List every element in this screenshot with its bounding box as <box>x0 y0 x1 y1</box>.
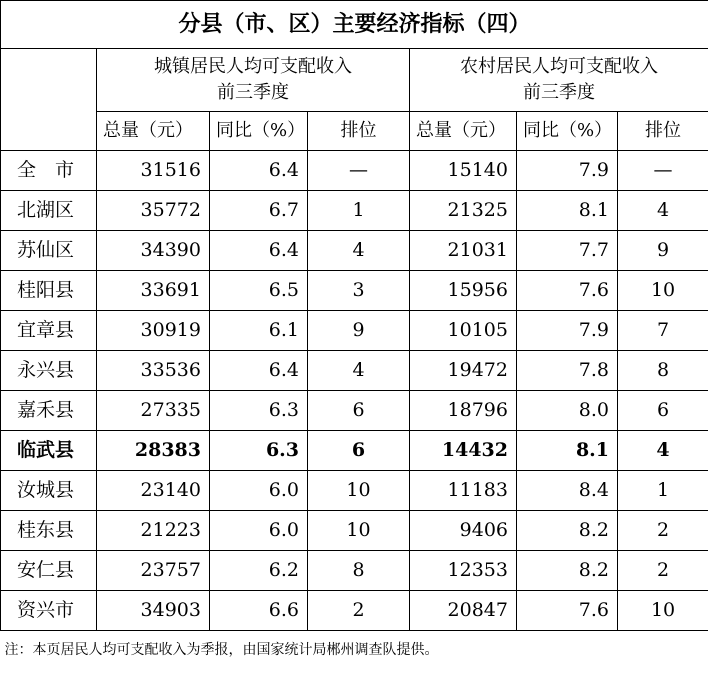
region-name: 苏仙区 <box>1 231 97 271</box>
table-row <box>1 431 708 471</box>
cell-r-total: 15140 <box>410 151 517 191</box>
corner-cell <box>1 49 97 151</box>
cell-r-yoy: 7.9 <box>517 311 618 351</box>
column-header: 排位 <box>308 112 410 151</box>
cell-u-yoy: 6.0 <box>210 471 308 511</box>
region-name: 临武县 <box>1 431 97 471</box>
cell-r-total: 14432 <box>410 431 517 471</box>
cell-r-yoy: 7.6 <box>517 271 618 311</box>
cell-r-yoy: 8.2 <box>517 551 618 591</box>
cell-r-rank: 4 <box>618 191 708 231</box>
cell-u-yoy: 6.6 <box>210 591 308 631</box>
cell-r-total: 18796 <box>410 391 517 431</box>
region-name: 宜章县 <box>1 311 97 351</box>
cell-u-total: 35772 <box>97 191 210 231</box>
cell-r-rank: 7 <box>618 311 708 351</box>
cell-u-yoy: 6.5 <box>210 271 308 311</box>
cell-u-yoy: 6.7 <box>210 191 308 231</box>
cell-r-total: 20847 <box>410 591 517 631</box>
cell-r-rank: — <box>618 151 708 191</box>
region-name: 嘉禾县 <box>1 391 97 431</box>
cell-r-yoy: 8.4 <box>517 471 618 511</box>
cell-u-yoy: 6.4 <box>210 151 308 191</box>
table-row <box>1 271 708 311</box>
table-row <box>1 191 708 231</box>
table-row <box>1 351 708 391</box>
group-header-row <box>1 49 708 112</box>
region-name: 北湖区 <box>1 191 97 231</box>
cell-r-total: 21031 <box>410 231 517 271</box>
cell-u-yoy: 6.3 <box>210 391 308 431</box>
region-name: 资兴市 <box>1 591 97 631</box>
cell-u-yoy: 6.1 <box>210 311 308 351</box>
cell-u-rank: 10 <box>308 511 410 551</box>
region-name: 桂阳县 <box>1 271 97 311</box>
cell-r-total: 11183 <box>410 471 517 511</box>
cell-u-total: 34903 <box>97 591 210 631</box>
table-row <box>1 311 708 351</box>
cell-r-yoy: 7.7 <box>517 231 618 271</box>
cell-u-total: 31516 <box>97 151 210 191</box>
cell-u-rank: 4 <box>308 231 410 271</box>
cell-r-rank: 6 <box>618 391 708 431</box>
cell-u-total: 34390 <box>97 231 210 271</box>
table-row <box>1 231 708 271</box>
cell-r-yoy: 8.1 <box>517 431 618 471</box>
cell-u-total: 28383 <box>97 431 210 471</box>
table-row <box>1 391 708 431</box>
cell-r-yoy: 7.9 <box>517 151 618 191</box>
cell-r-yoy: 7.6 <box>517 591 618 631</box>
cell-r-total: 19472 <box>410 351 517 391</box>
cell-u-rank: 8 <box>308 551 410 591</box>
cell-u-yoy: 6.3 <box>210 431 308 471</box>
footnote: 注：本页居民人均可支配收入为季报，由国家统计局郴州调查队提供。 <box>1 631 708 670</box>
cell-u-total: 21223 <box>97 511 210 551</box>
cell-r-rank: 1 <box>618 471 708 511</box>
column-header: 总量（元） <box>410 112 517 151</box>
table-row <box>1 471 708 511</box>
cell-r-total: 12353 <box>410 551 517 591</box>
region-name: 安仁县 <box>1 551 97 591</box>
cell-u-rank: 9 <box>308 311 410 351</box>
table-row <box>1 511 708 551</box>
cell-r-rank: 10 <box>618 271 708 311</box>
table-row <box>1 151 708 191</box>
cell-r-total: 10105 <box>410 311 517 351</box>
cell-r-total: 9406 <box>410 511 517 551</box>
column-header: 总量（元） <box>97 112 210 151</box>
cell-u-rank: — <box>308 151 410 191</box>
table-row <box>1 591 708 631</box>
column-header: 同比（%） <box>210 112 308 151</box>
cell-u-rank: 2 <box>308 591 410 631</box>
cell-r-yoy: 8.1 <box>517 191 618 231</box>
cell-u-total: 23757 <box>97 551 210 591</box>
cell-u-yoy: 6.4 <box>210 351 308 391</box>
table-body <box>1 151 708 631</box>
cell-r-rank: 8 <box>618 351 708 391</box>
cell-u-rank: 1 <box>308 191 410 231</box>
column-header: 同比（%） <box>517 112 618 151</box>
cell-u-yoy: 6.0 <box>210 511 308 551</box>
cell-r-rank: 10 <box>618 591 708 631</box>
cell-u-total: 23140 <box>97 471 210 511</box>
rural-income-header: 农村居民人均可支配收入 前三季度 <box>410 49 708 112</box>
cell-u-yoy: 6.2 <box>210 551 308 591</box>
region-name: 全 市 <box>1 151 97 191</box>
table-row <box>1 551 708 591</box>
cell-u-rank: 3 <box>308 271 410 311</box>
cell-r-yoy: 8.2 <box>517 511 618 551</box>
cell-u-rank: 6 <box>308 431 410 471</box>
urban-income-header: 城镇居民人均可支配收入 前三季度 <box>97 49 410 112</box>
cell-u-total: 33691 <box>97 271 210 311</box>
cell-u-total: 27335 <box>97 391 210 431</box>
cell-r-rank: 2 <box>618 551 708 591</box>
region-name: 永兴县 <box>1 351 97 391</box>
cell-r-rank: 2 <box>618 511 708 551</box>
cell-u-total: 33536 <box>97 351 210 391</box>
cell-r-rank: 4 <box>618 431 708 471</box>
region-name: 汝城县 <box>1 471 97 511</box>
title-row <box>1 1 708 49</box>
column-header-row <box>1 112 708 151</box>
cell-u-rank: 10 <box>308 471 410 511</box>
cell-r-total: 21325 <box>410 191 517 231</box>
cell-r-yoy: 7.8 <box>517 351 618 391</box>
cell-r-rank: 9 <box>618 231 708 271</box>
cell-u-rank: 6 <box>308 391 410 431</box>
cell-u-rank: 4 <box>308 351 410 391</box>
note-row <box>1 631 708 670</box>
page-title: 分县（市、区）主要经济指标（四） <box>1 1 708 49</box>
cell-r-yoy: 8.0 <box>517 391 618 431</box>
column-header: 排位 <box>618 112 708 151</box>
region-name: 桂东县 <box>1 511 97 551</box>
cell-u-total: 30919 <box>97 311 210 351</box>
cell-u-yoy: 6.4 <box>210 231 308 271</box>
cell-r-total: 15956 <box>410 271 517 311</box>
